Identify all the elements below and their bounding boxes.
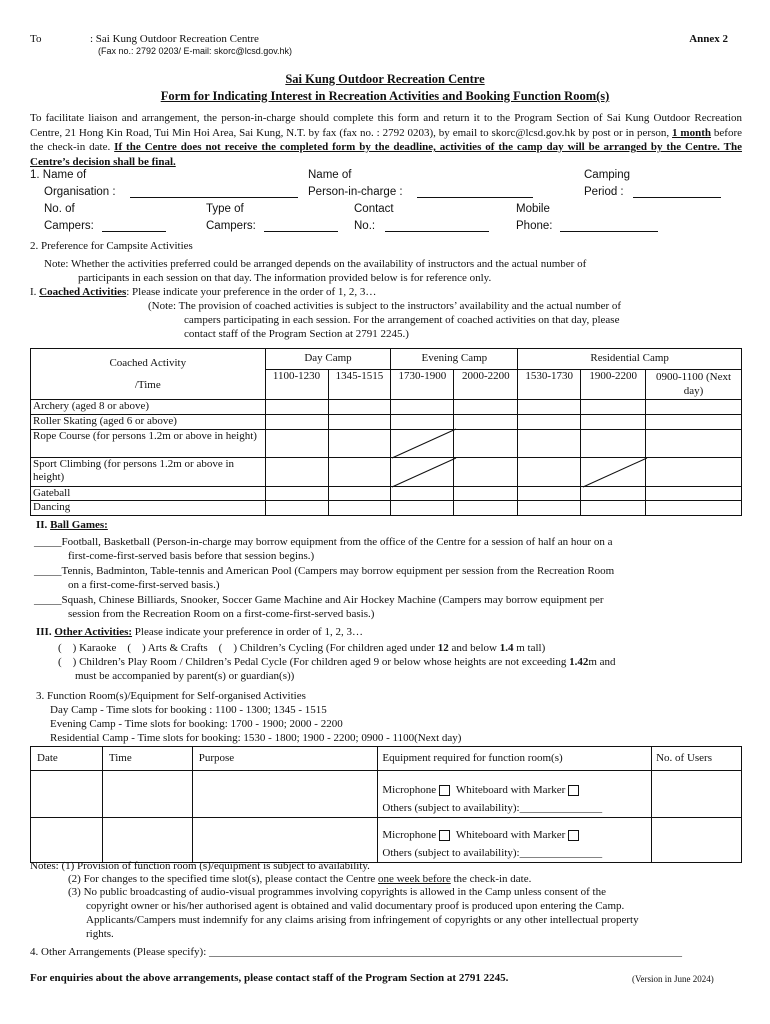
whiteboard-checkbox[interactable] [568, 785, 579, 796]
time-header: Time [102, 747, 192, 771]
ball-games-item-3a: _____Squash, Chinese Billiards, Snooker, Soccer Game Machine and Air Hockey Machine (Campers may borrow equipment per [34, 594, 604, 606]
campers-type-label-2: Campers: [206, 220, 256, 232]
slot-header: 1900-2200 [581, 370, 646, 400]
note-3c: Applicants/Campers must indemnify for any claims arising from infringement of copyrights or any other intellectual property [86, 914, 639, 926]
evening-camp-slots: Evening Camp - Time slots for booking: 1700 - 1900; 2000 - 2200 [50, 718, 343, 730]
camping-label-2: Period : [584, 186, 624, 198]
table-row [31, 771, 742, 818]
person-in-charge-field[interactable] [417, 187, 533, 198]
section3-heading: 3. Function Room(s)/Equipment for Self-organised Activities [36, 690, 306, 702]
camping-period-field[interactable] [633, 187, 721, 198]
coached-table-wrap [30, 348, 742, 514]
note-2: (2) For changes to the specified time slot(s), please contact the Centre one week before the check-in date. [68, 873, 532, 885]
org-name-field[interactable] [130, 187, 298, 198]
evening-camp-header: Evening Camp [391, 349, 518, 370]
activity-name: Dancing [31, 501, 266, 516]
activity-name: Roller Skating (aged 6 or above) [31, 414, 266, 429]
microphone-checkbox[interactable] [439, 785, 450, 796]
camping-label-1: Camping [584, 169, 631, 181]
coached-activity-header: Coached Activity /Time [31, 349, 266, 400]
intro-text-b: before the check-in date. [30, 126, 742, 153]
campers-type-field[interactable] [264, 221, 338, 232]
others-field[interactable]: Others (subject to availability):_______________ [382, 847, 603, 859]
mobile-label-2: Phone: [516, 220, 553, 232]
day-camp-header: Day Camp [265, 349, 391, 370]
unavailable-slot-marks [30, 348, 742, 514]
fax-email-line: (Fax no.: 2792 0203/ E-mail: skorc@lcsd.gov.hk) [98, 46, 293, 56]
unavailable-slot-line [583, 458, 647, 487]
ball-games-item-2b: on a first-come-first-served basis.) [68, 579, 220, 591]
activity-name: Gateball [31, 486, 266, 501]
other-activities-line-1: ( ) Karaoke ( ) Arts & Crafts ( ) Children’s Cycling (For children aged under 12 and below 1.4 m tall) [58, 642, 546, 654]
person-label-1: Name of [308, 169, 352, 181]
note-3d: rights. [86, 928, 114, 940]
activity-name: Sport Climbing (for persons 1.2m or above in height) [31, 457, 266, 486]
slot-header: 1345-1515 [328, 370, 391, 400]
annex-label: Annex 2 [689, 33, 728, 45]
date-cell[interactable] [31, 818, 103, 863]
ball-games-item-2a: _____Tennis, Badminton, Table-tennis and American Pool (Campers may borrow equipment per session from the Recreation Room [34, 565, 615, 577]
users-cell[interactable] [652, 771, 742, 818]
residential-camp-header: Residential Camp [518, 349, 742, 370]
org-name-label-1: 1. Name of [30, 169, 87, 181]
slot-header: 0900-1100 (Next day) [646, 370, 742, 400]
note-1: Notes: (1) Provision of function room (s)/equipment is subject to availability. [30, 860, 370, 872]
activity-name: Archery (aged 8 or above) [31, 400, 266, 415]
campers-no-label-1: No. of [44, 203, 75, 215]
residential-camp-slots: Residential Camp - Time slots for booking: 1530 - 1800; 1900 - 2200; 0900 - 1100(Next day) [50, 732, 462, 744]
campers-type-label-1: Type of [206, 203, 244, 215]
note-3a: (3) No public broadcasting of audio-visual programmes involving copyrights is allowed in the Camp unless consent of the [68, 886, 606, 898]
deadline-warning: If the Centre does not receive the completed form by the deadline, activities of the camp day will be arranged by the Centre. The Centre’s decision shall be final. [30, 141, 742, 168]
coached-note-c: contact staff of the Program Section at 2791 2245.) [184, 328, 409, 340]
mobile-phone-field[interactable] [560, 221, 658, 232]
contact-label-1: Contact [354, 203, 394, 215]
users-header: No. of Users [652, 747, 742, 771]
date-header: Date [31, 747, 103, 771]
equipment-header: Equipment required for function room(s) [378, 747, 652, 771]
ball-games-item-3b: session from the Recreation Room on a first-come-first-served basis.) [68, 608, 375, 620]
note-3b: copyright owner or his/her authorised agent is obtained and valid documentary proof is produced upon entering the Camp. [86, 900, 625, 912]
deadline-month: 1 month [672, 126, 711, 139]
centre-title: Sai Kung Outdoor Recreation Centre [285, 72, 485, 86]
other-activities-line-2: ( ) Children’s Play Room / Children’s Pedal Cycle (For children aged 9 or below whose heights are not exceeding 1.42m and [58, 656, 616, 668]
time-cell[interactable] [102, 818, 192, 863]
campers-no-field[interactable] [102, 221, 166, 232]
contact-label-2: No.: [354, 220, 376, 232]
slot-header: 1530-1730 [518, 370, 581, 400]
others-field[interactable]: Others (subject to availability):_______________ [382, 802, 603, 814]
unavailable-slot-line [392, 458, 456, 487]
date-cell[interactable] [31, 771, 103, 818]
coached-heading: I. Coached Activities: Please indicate your preference in the order of 1, 2, 3… [30, 286, 377, 298]
other-activities-heading: III. Other Activities: Please indicate your preference in order of 1, 2, 3… [36, 626, 363, 638]
campers-no-label-2: Campers: [44, 220, 94, 232]
form-title: Form for Indicating Interest in Recreation Activities and Booking Function Room(s) [160, 89, 610, 103]
intro-paragraph [30, 111, 742, 169]
coached-title: Coached Activities [39, 286, 127, 298]
equipment-cell: Microphone Whiteboard with Marker Others (subject to availability):_______________ [378, 771, 652, 818]
coached-note-a: (Note: The provision of coached activities is subject to the instructors’ availability and the actual number of [148, 300, 622, 312]
other-activities-line-3: must be accompanied by parent(s) or guardian(s)) [75, 670, 295, 682]
slot-header: 2000-2200 [454, 370, 518, 400]
purpose-cell[interactable] [192, 771, 378, 818]
mobile-label-1: Mobile [516, 203, 550, 215]
day-camp-slots: Day Camp - Time slots for booking : 1100 - 1300; 1345 - 1515 [50, 704, 327, 716]
section2-heading: 2. Preference for Campsite Activities [30, 240, 193, 252]
function-room-table [30, 746, 742, 863]
intro-text: To facilitate liaison and arrangement, the person-in-charge should complete this form and return it to the Program Section of Sai Kung Outdoor Recreation Centre, 21 Hong Kin Road, Tui Min Hoi Area, Sai Kung, N.T. by fax (fax no. : 2792 0203), by email to skorc@lcsd.gov.hk by post or in person, [30, 112, 742, 139]
section2-note-b: participants in each session on that day. The information provided below is for reference only. [78, 272, 492, 284]
other-arrangements-field[interactable]: 4. Other Arrangements (Please specify): ______________________________________________________________________________________ [30, 946, 682, 958]
purpose-cell[interactable] [192, 818, 378, 863]
section2-note-a: Note: Whether the activities preferred could be arranged depends on the availability of instructors and the actual number of [44, 258, 587, 270]
activity-name: Rope Course (for persons 1.2m or above in height) [31, 429, 266, 457]
table-row [31, 818, 742, 863]
version-label: (Version in June 2024) [632, 974, 714, 984]
users-cell[interactable] [652, 818, 742, 863]
enquiry-footer: For enquiries about the above arrangements, please contact staff of the Program Section at 2791 2245. [30, 972, 509, 984]
slot-header: 1730-1900 [391, 370, 454, 400]
ball-games-item-1b: first-come-first-served basis before that session begins.) [68, 550, 315, 562]
ball-games-item-1a: _____Football, Basketball (Person-in-charge may borrow equipment from the office of the Centre for a session of half an hour on a [34, 536, 613, 548]
person-label-2: Person-in-charge : [308, 186, 403, 198]
ball-games-heading: II. Ball Games: [36, 519, 108, 531]
to-label: To [30, 33, 42, 45]
purpose-header: Purpose [192, 747, 378, 771]
time-cell[interactable] [102, 771, 192, 818]
contact-no-field[interactable] [385, 221, 489, 232]
whiteboard-checkbox[interactable] [568, 830, 579, 841]
slot-header: 1100-1230 [265, 370, 328, 400]
equipment-cell: Microphone Whiteboard with Marker Others (subject to availability):_______________ [378, 818, 652, 863]
org-name-label-2: Organisation : [44, 186, 116, 198]
to-value: : Sai Kung Outdoor Recreation Centre [90, 33, 259, 45]
coached-note-b: campers participating in each session. For the arrangement of coached activities on that day, please [184, 314, 620, 326]
unavailable-slot-line [392, 429, 456, 458]
microphone-checkbox[interactable] [439, 830, 450, 841]
